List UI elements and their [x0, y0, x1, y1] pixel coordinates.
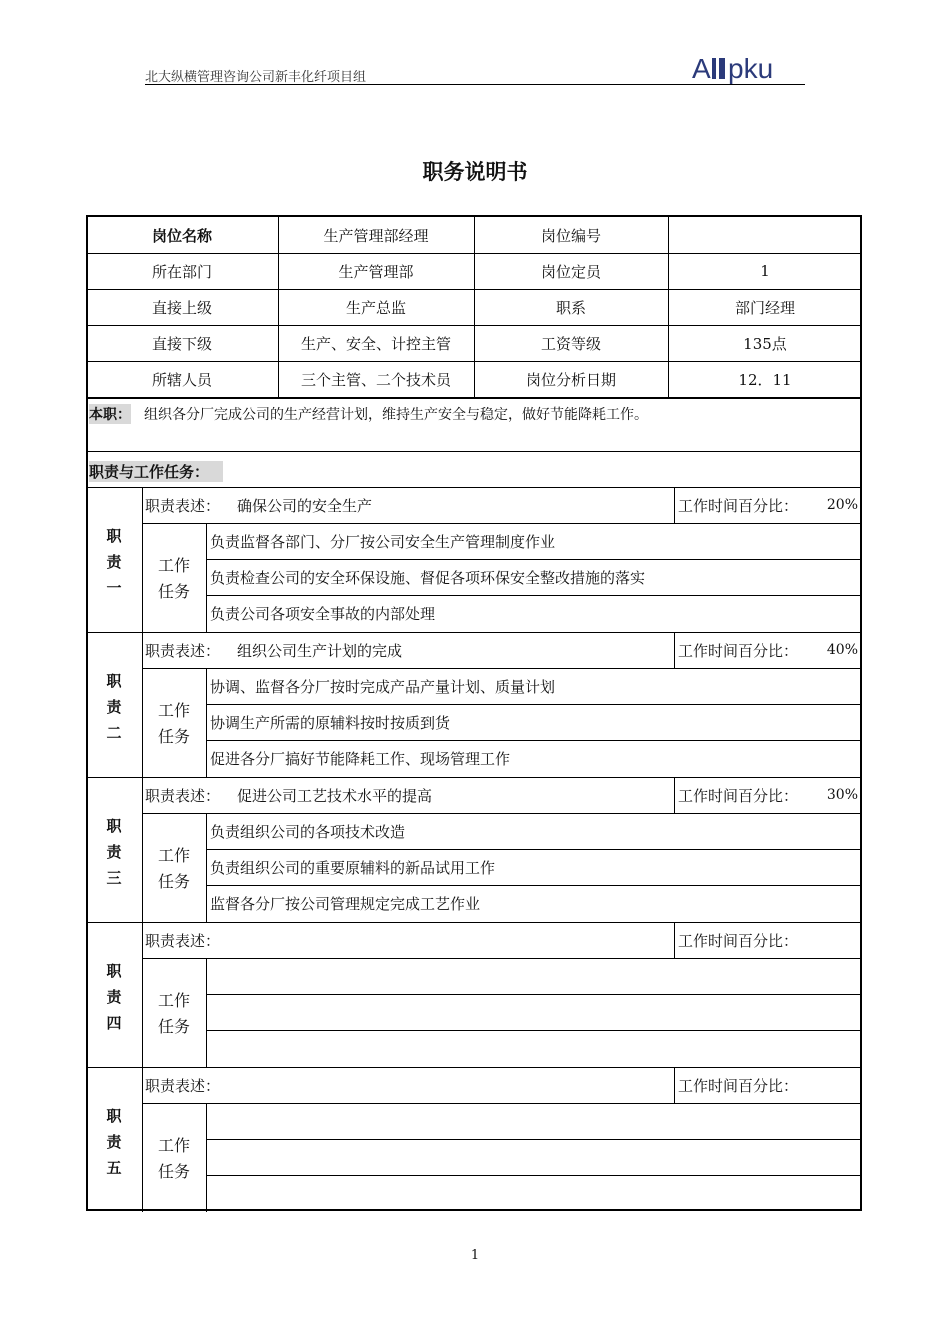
duty-pct-label: 工作时间百分比：: [678, 1076, 799, 1095]
duty-desc-text: 促进公司工艺技术水平的提高: [237, 786, 433, 805]
task-label-line: 工作: [157, 556, 190, 575]
info-cell-r4-c2: 岗位分析日期: [525, 370, 616, 389]
info-cell-r2-c0: 直接上级: [151, 298, 212, 317]
task-label-line: 工作: [157, 991, 190, 1010]
allpku-logo: [690, 52, 808, 86]
duty-label-5: [86, 1103, 142, 1181]
info-cell-r2-c3: 部门经理: [734, 298, 795, 317]
duties-header: 职责与工作任务：: [89, 461, 223, 482]
info-cell-r1-c0: 所在部门: [151, 262, 212, 281]
pct-col-divider: [674, 922, 675, 958]
duty-pct-value: 30%: [826, 787, 858, 803]
duty-pct-label: 工作时间百分比：: [678, 641, 799, 660]
task-col-divider: [206, 958, 207, 1067]
info-col-divider: [668, 217, 669, 397]
page-number: 1: [470, 1248, 480, 1263]
header-company: 北大纵横管理咨询公司新丰化纤项目组: [145, 70, 367, 85]
duty-desc-rule: [142, 1103, 862, 1104]
task-label-line: 任务: [157, 727, 190, 746]
info-cell-r4-c0: 所辖人员: [151, 370, 212, 389]
pct-col-divider: [674, 777, 675, 813]
task-rule: [206, 704, 862, 705]
task-label-2: [142, 698, 206, 750]
info-cell-r0-c3: [668, 217, 862, 253]
duty-desc-label: 职责表述：: [145, 931, 221, 950]
info-cell-r4-c3: 12．11: [738, 370, 792, 389]
duty-label-char: 职: [106, 672, 122, 690]
task-label-4: [142, 988, 206, 1040]
duty-pct-value: [810, 1067, 858, 1103]
duty-pct-label: 工作时间百分比：: [678, 496, 799, 515]
info-cell-r3-c2: 工资等级: [540, 334, 601, 353]
info-cell-r3-c0: 直接下级: [151, 334, 212, 353]
duty-label-4: [86, 958, 142, 1036]
task-rule: [206, 740, 862, 741]
info-cell-r3-c3: 135点: [743, 334, 787, 353]
task-rule: [206, 1030, 862, 1031]
duty-label-char: 一: [106, 579, 122, 597]
summary-text: 组织各分厂完成公司的生产经营计划，维持生产安全与稳定，做好节能降耗工作。: [144, 407, 648, 423]
svg-text:pku: pku: [728, 53, 774, 84]
duty-label-char: 责: [106, 698, 122, 716]
task-item: 协调生产所需的原辅料按时按质到货: [210, 713, 451, 732]
info-cell-r2-c2: 职系: [555, 298, 586, 317]
duty-label-char: 职: [106, 962, 122, 980]
duty-label-char: 责: [106, 1133, 122, 1151]
summary-label: 本职：: [89, 404, 131, 424]
task-rule: [206, 885, 862, 886]
task-col-divider: [206, 813, 207, 922]
duty-pct-label: 工作时间百分比：: [678, 786, 799, 805]
duty-desc-text: 确保公司的安全生产: [237, 496, 373, 515]
pct-col-divider: [674, 632, 675, 668]
task-label-5: [142, 1133, 206, 1185]
duty-desc-label: 职责表述：: [145, 496, 221, 515]
task-col-divider: [206, 668, 207, 777]
task-item: 负责组织公司的重要原辅料的新品试用工作: [210, 858, 496, 877]
duty-desc-text: 组织公司生产计划的完成: [237, 641, 403, 660]
info-col-divider: [278, 217, 279, 397]
info-cell-r2-c1: 生产总监: [345, 298, 406, 317]
task-label-3: [142, 843, 206, 895]
duty-pct-label: 工作时间百分比：: [678, 931, 799, 950]
task-item: 协调、监督各分厂按时完成产品产量计划、质量计划: [210, 677, 556, 696]
duty-label-char: 职: [106, 1107, 122, 1125]
duty-desc-label: 职责表述：: [145, 1076, 221, 1095]
duty-desc-label: 职责表述：: [145, 786, 221, 805]
duty-label-1: [86, 523, 142, 601]
task-label-line: 任务: [157, 582, 190, 601]
task-rule: [206, 1139, 862, 1140]
info-cell-r0-c1: 生产管理部经理: [323, 226, 429, 245]
task-rule: [206, 1175, 862, 1176]
info-cell-r0-c0: 岗位名称: [151, 226, 212, 245]
task-item: 监督各分厂按公司管理规定完成工艺作业: [210, 894, 481, 913]
duty-desc-rule: [142, 958, 862, 959]
duty-label-char: 责: [106, 553, 122, 571]
duty-label-char: 五: [106, 1159, 122, 1177]
info-cell-r3-c1: 生产、安全、计控主管: [300, 334, 451, 353]
task-rule: [206, 849, 862, 850]
info-bottom-rule: [86, 397, 862, 399]
task-item: 促进各分厂搞好节能降耗工作、现场管理工作: [210, 749, 511, 768]
info-cell-r1-c3: 1: [760, 262, 770, 280]
duty-label-char: 三: [106, 869, 122, 887]
task-label-1: [142, 553, 206, 605]
duty-label-char: 四: [106, 1014, 122, 1032]
task-label-line: 任务: [157, 1162, 190, 1181]
task-label-line: 工作: [157, 701, 190, 720]
info-cell-r1-c2: 岗位定员: [540, 262, 601, 281]
task-rule: [206, 595, 862, 596]
task-col-divider: [206, 523, 207, 632]
duty-pct-value: [810, 922, 858, 958]
duty-desc-label: 职责表述：: [145, 641, 221, 660]
task-item: 负责组织公司的各项技术改造: [210, 822, 406, 841]
task-item: 负责检查公司的安全环保设施、督促各项环保安全整改措施的落实: [210, 568, 646, 587]
info-col-divider: [474, 217, 475, 397]
svg-text:A: A: [692, 53, 711, 84]
task-col-divider: [206, 1103, 207, 1212]
duty-pct-value: 20%: [826, 497, 858, 513]
info-cell-r0-c2: 岗位编号: [540, 226, 601, 245]
duty-label-char: 职: [106, 527, 122, 545]
duty-label-2: [86, 668, 142, 746]
duty-label-char: 职: [106, 817, 122, 835]
duty-label-3: [86, 813, 142, 891]
document-title: 职务说明书: [422, 160, 528, 184]
task-label-line: 工作: [157, 1136, 190, 1155]
duty-label-char: 责: [106, 988, 122, 1006]
duty-label-char: 二: [106, 724, 122, 742]
duty-pct-value: 40%: [826, 642, 858, 658]
summary-bottom-rule: [86, 451, 862, 452]
duty-label-char: 责: [106, 843, 122, 861]
info-cell-r4-c1: 三个主管、二个技术员: [300, 370, 451, 389]
task-item: 负责公司各项安全事故的内部处理: [210, 604, 436, 623]
task-item: 负责监督各部门、分厂按公司安全生产管理制度作业: [210, 532, 556, 551]
task-label-line: 工作: [157, 846, 190, 865]
task-label-line: 任务: [157, 1017, 190, 1036]
info-cell-r1-c1: 生产管理部: [338, 262, 414, 281]
task-rule: [206, 559, 862, 560]
pct-col-divider: [674, 487, 675, 523]
task-label-line: 任务: [157, 872, 190, 891]
pct-col-divider: [674, 1067, 675, 1103]
task-rule: [206, 994, 862, 995]
